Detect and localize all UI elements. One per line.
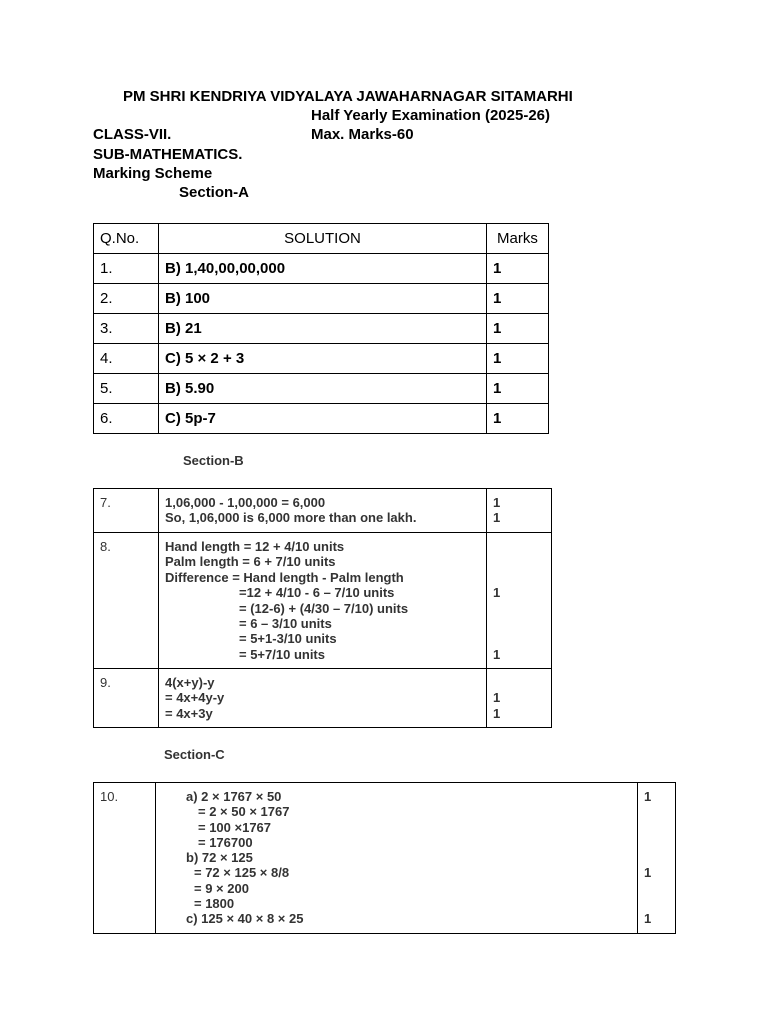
qno-cell: 1.	[94, 254, 159, 284]
section-a-title: Section-A	[179, 184, 250, 201]
qno-text: 10.	[100, 789, 119, 804]
section-b-table	[93, 488, 552, 728]
qno-cell	[94, 489, 159, 533]
table-row	[94, 489, 552, 533]
section-b-title: Section-B	[183, 453, 244, 468]
table-row	[94, 404, 549, 434]
solution-line: Palm length = 6 + 7/10 units	[165, 554, 336, 570]
mark-value: 1	[493, 510, 501, 526]
solution-cell: B) 21	[159, 314, 487, 344]
solution-cell: C) 5p-7	[159, 404, 487, 434]
exam-title: Half Yearly Examination (2025-26)	[311, 107, 551, 124]
solution-line: 4(x+y)-y	[165, 675, 215, 690]
header-solution: SOLUTION	[159, 224, 487, 254]
mark-value: 1	[644, 789, 652, 804]
solution-line: 1,06,000 - 1,00,000 = 6,000	[165, 495, 326, 510]
solution-cell	[156, 783, 638, 934]
solution-cell	[159, 489, 487, 533]
solution-cell	[159, 669, 487, 728]
solution-line: = (12-6) + (4/30 – 7/10) units	[239, 600, 409, 616]
qno-text: 7.	[100, 495, 111, 510]
solution-line: Difference = Hand length - Palm length	[165, 569, 404, 585]
solution-line: a) 2 × 1767 × 50	[186, 789, 282, 804]
solution-cell: B) 5.90	[159, 374, 487, 404]
solution-line: Hand length = 12 + 4/10 units	[165, 539, 345, 554]
mark-value: 1	[493, 646, 501, 662]
solution-cell	[159, 533, 487, 669]
qno-cell: 5.	[94, 374, 159, 404]
solution-line: = 4x+4y-y	[165, 690, 225, 706]
table-row	[94, 783, 676, 934]
solution-line: = 1800	[194, 896, 235, 912]
section-c-table	[93, 782, 676, 934]
marking-scheme-label: Marking Scheme	[93, 165, 213, 182]
solution-line: = 100 ×1767	[198, 819, 272, 835]
qno-cell: 3.	[94, 314, 159, 344]
table-row	[94, 254, 549, 284]
table-row	[94, 669, 552, 728]
table-header-row	[94, 224, 549, 254]
qno-cell: 4.	[94, 344, 159, 374]
marks-cell: 1	[487, 284, 549, 314]
marks-cell: 1	[487, 344, 549, 374]
class-label: CLASS-VII.	[93, 126, 172, 143]
qno-text: 9.	[100, 675, 111, 690]
qno-cell: 2.	[94, 284, 159, 314]
qno-cell	[94, 669, 159, 728]
solution-line: = 5+7/10 units	[239, 646, 325, 662]
section-c-title: Section-C	[164, 747, 225, 762]
solution-cell: B) 1,40,00,00,000	[159, 254, 487, 284]
solution-line: = 5+1-3/10 units	[239, 631, 337, 647]
solution-line: So, 1,06,000 is 6,000 more than one lakh.	[165, 510, 417, 526]
solution-line: c) 125 × 40 × 8 × 25	[186, 911, 304, 927]
solution-line: = 72 × 125 × 8/8	[194, 865, 290, 881]
mark-value: 1	[493, 705, 501, 721]
table-row	[94, 533, 552, 669]
mark-value: 1	[493, 690, 501, 706]
table-row	[94, 374, 549, 404]
mark-value: 1	[493, 585, 501, 601]
header-qno: Q.No.	[94, 224, 159, 254]
solution-cell: C) 5 × 2 + 3	[159, 344, 487, 374]
solution-line: =12 + 4/10 - 6 – 7/10 units	[239, 585, 395, 601]
marks-cell: 1	[487, 374, 549, 404]
solution-line: = 176700	[198, 834, 253, 850]
marks-cell	[487, 533, 552, 669]
school-name: PM SHRI KENDRIYA VIDYALAYA JAWAHARNAGAR SITAMARHI	[123, 88, 573, 105]
table-row	[94, 284, 549, 314]
mark-value: 1	[493, 495, 501, 510]
solution-cell: B) 100	[159, 284, 487, 314]
mark-value: 1	[644, 865, 652, 881]
marks-cell: 1	[487, 314, 549, 344]
qno-cell: 6.	[94, 404, 159, 434]
solution-line: = 2 × 50 × 1767	[198, 804, 290, 820]
table-row	[94, 314, 549, 344]
table-row	[94, 344, 549, 374]
header-marks: Marks	[487, 224, 549, 254]
section-a-table	[93, 223, 549, 434]
marks-cell: 1	[487, 404, 549, 434]
marks-cell	[487, 669, 552, 728]
subject-label: SUB-MATHEMATICS.	[93, 146, 243, 163]
solution-line: = 4x+3y	[165, 705, 213, 721]
mark-value: 1	[644, 911, 652, 927]
solution-line: = 6 – 3/10 units	[239, 615, 332, 631]
solution-line: = 9 × 200	[194, 880, 249, 896]
solution-line: b) 72 × 125	[186, 850, 253, 866]
max-marks: Max. Marks-60	[311, 126, 414, 143]
qno-text: 8.	[100, 539, 111, 554]
marks-cell	[487, 489, 552, 533]
marks-cell: 1	[487, 254, 549, 284]
qno-cell	[94, 533, 159, 669]
qno-cell	[94, 783, 156, 934]
marks-cell	[638, 783, 676, 934]
